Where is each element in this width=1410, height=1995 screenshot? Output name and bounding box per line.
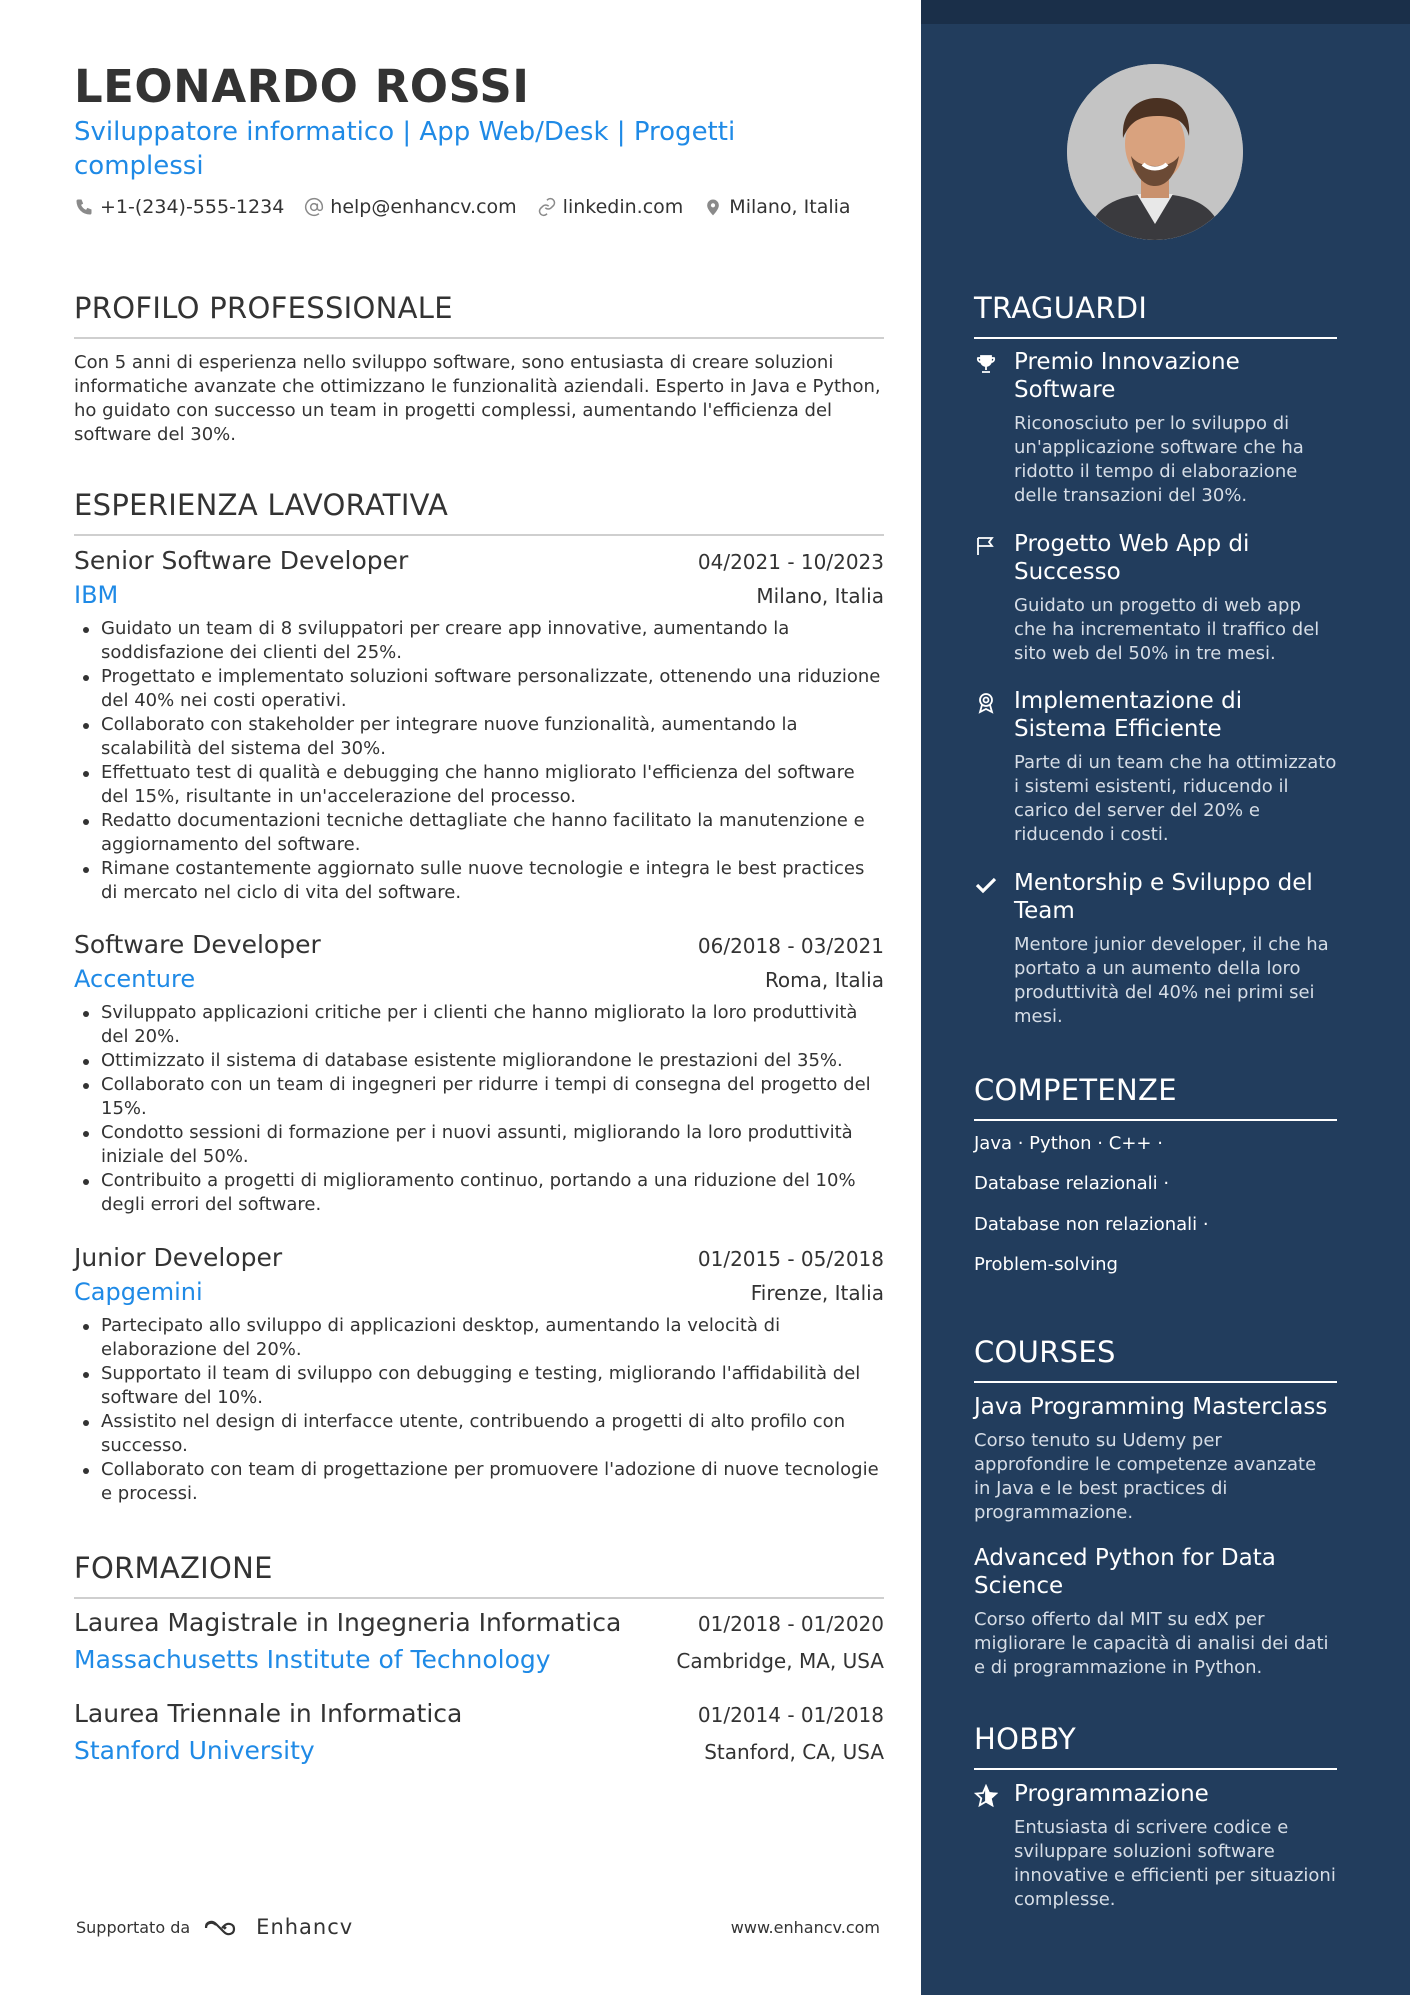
course-title: Java Programming Masterclass (974, 1394, 1328, 1420)
skills-section (974, 1073, 1337, 1121)
sidebar (921, 0, 1410, 1995)
job-bullet: Condotto sessioni di formazione per i nuovi assunti, migliorando la loro produttività iniziale del 50%. (74, 1121, 884, 1169)
achievement-desc: Mentore junior developer, il che ha portato a un aumento della loro produttività del 40% nei primi sei mesi. (1014, 934, 1329, 1027)
job-bullets (74, 1001, 884, 1217)
phone-icon (74, 197, 94, 217)
experience-section (74, 488, 884, 536)
job-company: IBM (74, 581, 119, 609)
job-bullet: Partecipato allo sviluppo di applicazioni desktop, aumentando la velocità di elaborazione del 20%. (74, 1314, 884, 1362)
footer (76, 1915, 880, 1939)
courses-heading: COURSES (974, 1335, 1337, 1383)
contact-location (703, 196, 850, 218)
job-bullet: Redatto documentazioni tecniche dettagliate che hanno facilitato la manutenzione e aggiornamento del software. (74, 809, 884, 857)
job-company: Accenture (74, 965, 196, 993)
achievement-desc: Guidato un progetto di web app che ha incrementato il traffico del sito web del 50% in tre mesi. (1014, 595, 1320, 664)
education-entry (74, 1699, 884, 1765)
job-bullet: Assistito nel design di interfacce utente, contribuendo a progetti di alto profilo con successo. (74, 1410, 884, 1458)
sidebar-top-band (921, 0, 1410, 24)
achievements-heading: TRAGUARDI (974, 291, 1337, 339)
job-bullet: Effettuato test di qualità e debugging che hanno migliorato l'efficienza del software del 15%, risultante in un'accelerazione del processo. (74, 761, 884, 809)
contact-email[interactable] (304, 196, 516, 218)
profile-section (74, 291, 884, 339)
powered-by (76, 1915, 353, 1939)
hobby-title: Programmazione (1014, 1781, 1209, 1807)
job-bullets (74, 1314, 884, 1506)
job-entry (74, 930, 884, 1217)
job-bullet: Rimane costantemente aggiornato sulle nuove tecnologie e integra le best practices di mercato nel ciclo di vita del software. (74, 857, 884, 905)
achievement-title: Implementazione di Sistema Efficiente (1014, 688, 1243, 742)
job-bullet: Sviluppato applicazioni critiche per i clienti che hanno migliorato la loro produttività del 20%. (74, 1001, 884, 1049)
brand-name: Enhancv (256, 1915, 354, 1939)
achievements-section (974, 291, 1337, 339)
location-pin-icon (703, 197, 723, 217)
avatar (1067, 64, 1243, 240)
achievement-title: Mentorship e Sviluppo del Team (1014, 870, 1313, 924)
contact-bar (74, 196, 871, 218)
education-heading: FORMAZIONE (74, 1551, 884, 1599)
job-location: Milano, Italia (756, 584, 884, 608)
education-degree: Laurea Magistrale in Ingegneria Informatica (74, 1608, 622, 1637)
candidate-headline: Sviluppatore informatico | App Web/Desk | Progetti complessi (74, 117, 736, 181)
education-degree: Laurea Triennale in Informatica (74, 1699, 463, 1728)
job-role: Junior Developer (74, 1243, 283, 1272)
hobby-desc: Entusiasta di scrivere codice e sviluppare soluzioni software innovative e efficienti per situazioni complesse. (1014, 1817, 1336, 1910)
portrait-photo (1067, 64, 1243, 240)
job-dates: 06/2018 - 03/2021 (697, 934, 884, 958)
achievement-title: Premio Innovazione Software (1014, 349, 1240, 403)
contact-phone[interactable] (74, 196, 284, 218)
achievement-item (974, 530, 1337, 666)
education-location: Cambridge, MA, USA (676, 1649, 884, 1673)
experience-heading: ESPERIENZA LAVORATIVA (74, 488, 884, 536)
skills-heading: COMPETENZE (974, 1073, 1337, 1121)
achievement-desc: Riconosciuto per lo sviluppo di un'applicazione software che ha ridotto il tempo di elaborazione delle transazioni del 30%. (1014, 413, 1304, 506)
hobby-heading: HOBBY (974, 1722, 1337, 1770)
hobby-section (974, 1722, 1337, 1770)
education-section (74, 1551, 884, 1599)
powered-by-label: Supportato da (76, 1917, 191, 1937)
job-bullet: Ottimizzato il sistema di database esistente migliorandone le prestazioni del 35%. (74, 1049, 884, 1073)
skill-line: Database non relazionali · (974, 1214, 1209, 1235)
profile-heading: PROFILO PROFESSIONALE (74, 291, 884, 339)
course-desc: Corso tenuto su Udemy per approfondire le competenze avanzate in Java e le best practices di programmazione. (974, 1430, 1317, 1523)
courses-section (974, 1335, 1337, 1383)
job-bullet: Guidato un team di 8 sviluppatori per creare app innovative, aumentando la soddisfazione dei clienti del 25%. (74, 617, 884, 665)
flag-icon (974, 534, 998, 558)
contact-location-text: Milano, Italia (729, 196, 851, 218)
course-desc: Corso offerto dal MIT su edX per migliorare le capacità di analisi dei dati e di programmazione in Python. (974, 1609, 1329, 1678)
achievement-item (974, 687, 1337, 847)
job-company: Capgemini (74, 1278, 203, 1306)
star-icon (974, 1784, 998, 1808)
education-dates: 01/2014 - 01/2018 (697, 1703, 884, 1727)
job-dates: 04/2021 - 10/2023 (697, 550, 884, 574)
education-location: Stanford, CA, USA (704, 1740, 884, 1764)
education-school: Massachusetts Institute of Technology (74, 1645, 551, 1674)
course-item (974, 1544, 1337, 1680)
achievement-item (974, 348, 1337, 508)
award-ribbon-icon (974, 691, 998, 715)
at-icon (304, 197, 324, 217)
achievement-item (974, 869, 1337, 1029)
job-entry (74, 546, 884, 905)
job-bullet: Collaborato con team di progettazione per promuovere l'adozione di nuove tecnologie e processi. (74, 1458, 884, 1506)
profile-summary: Con 5 anni di esperienza nello sviluppo software, sono entusiasta di creare soluzioni informatiche avanzate che ottimizzano le funzionalità aziendali. Esperto in Java e Python, ho guidato con successo un team in progetti complessi, aumentando l'efficienza del software del 30%. (74, 352, 881, 445)
job-entry (74, 1243, 884, 1506)
job-dates: 01/2015 - 05/2018 (697, 1247, 884, 1271)
job-role: Software Developer (74, 930, 321, 959)
skill-line: Database relazionali · (974, 1173, 1170, 1194)
course-title: Advanced Python for Data Science (974, 1545, 1276, 1599)
contact-linkedin[interactable] (537, 196, 684, 218)
contact-email-text: help@enhancv.com (330, 196, 517, 218)
website-link[interactable]: www.enhancv.com (730, 1917, 880, 1937)
education-entry (74, 1608, 884, 1674)
contact-phone-text: +1-(234)-555-1234 (100, 196, 285, 218)
achievement-title: Progetto Web App di Successo (1014, 531, 1250, 585)
course-item (974, 1393, 1337, 1525)
education-dates: 01/2018 - 01/2020 (697, 1612, 884, 1636)
job-location: Firenze, Italia (750, 1281, 884, 1305)
job-bullets (74, 617, 884, 905)
checkmark-icon (974, 873, 998, 897)
job-bullet: Contribuito a progetti di miglioramento continuo, portando a una riduzione del 10% degli errori del software. (74, 1169, 884, 1217)
job-bullet: Progettato e implementato soluzioni software personalizzate, ottenendo una riduzione del 40% nei costi operativi. (74, 665, 884, 713)
hobby-item (974, 1780, 1337, 1912)
skill-line: Problem-solving (974, 1254, 1118, 1275)
skill-line: Java · Python · C++ · (974, 1133, 1163, 1154)
job-location: Roma, Italia (764, 968, 884, 992)
contact-linkedin-text: linkedin.com (562, 196, 684, 218)
job-role: Senior Software Developer (74, 546, 409, 575)
achievement-desc: Parte di un team che ha ottimizzato i sistemi esistenti, riducendo il carico del server del 20% e riducendo i costi. (1014, 752, 1337, 845)
job-bullet: Collaborato con stakeholder per integrare nuove funzionalità, aumentando la scalabilità del sistema del 30%. (74, 713, 884, 761)
link-icon (537, 197, 557, 217)
infinity-logo-icon (202, 1915, 248, 1939)
job-bullet: Collaborato con un team di ingegneri per ridurre i tempi di consegna del progetto del 15%. (74, 1073, 884, 1121)
trophy-icon (974, 352, 998, 376)
job-bullet: Supportato il team di sviluppo con debugging e testing, migliorando l'affidabilità del software del 10%. (74, 1362, 884, 1410)
education-school: Stanford University (74, 1736, 315, 1765)
candidate-name: LEONARDO ROSSI (74, 60, 530, 113)
enhancv-logo[interactable] (202, 1915, 353, 1939)
